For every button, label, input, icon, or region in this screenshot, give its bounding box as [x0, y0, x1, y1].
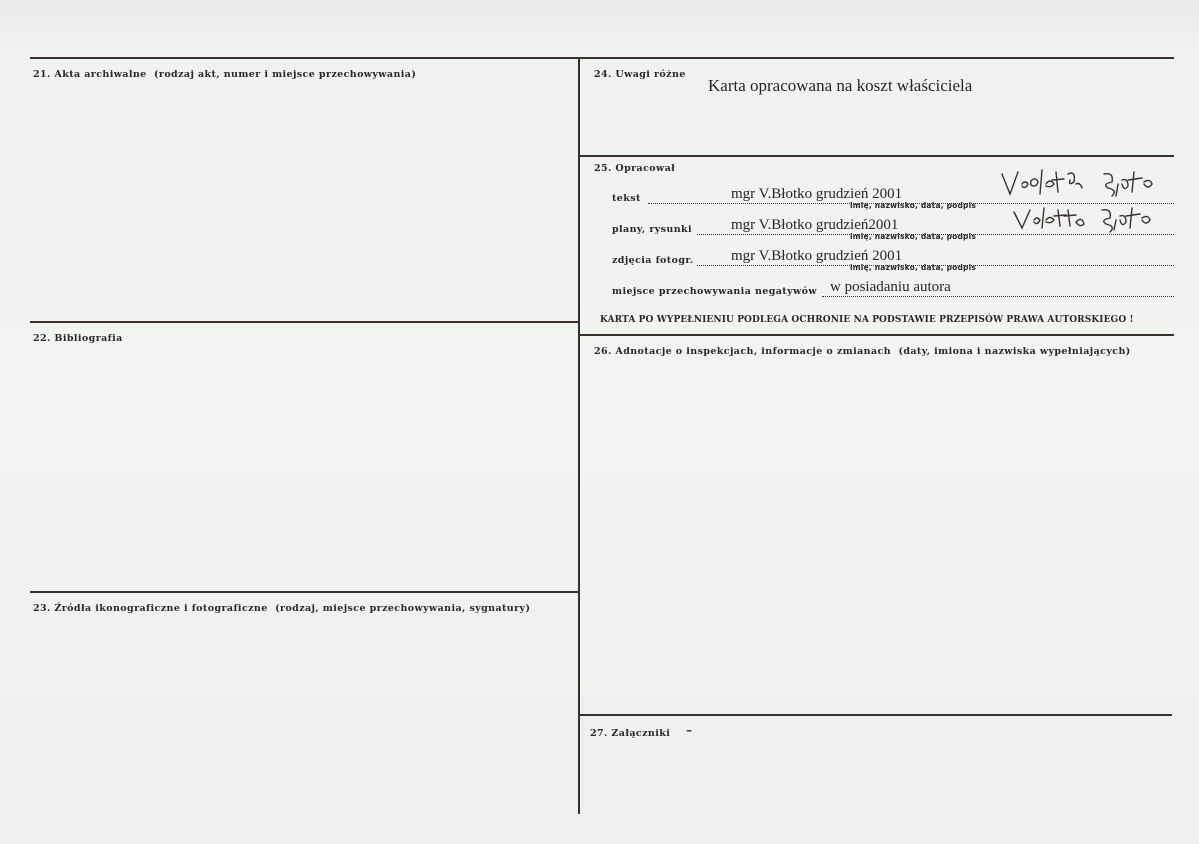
section-23-subtitle: (rodzaj, miejsce przechowywania, sygnatury)	[275, 603, 531, 614]
section-21-subtitle: (rodzaj akt, numer i miejsce przechowywania)	[154, 69, 417, 80]
section-21-label	[33, 69, 416, 80]
rule-21-22	[30, 321, 580, 323]
section-26-subtitle: (daty, imiona i nazwiska wypełniających)	[898, 346, 1131, 357]
center-divider	[578, 57, 580, 814]
row-plans-value: mgr V.Błotko grudzień2001	[731, 217, 899, 233]
row-plans-hint: imię, nazwisko, data, podpis	[850, 232, 977, 241]
section-27-value: -	[686, 719, 692, 739]
section-25-label: 25. Opracował	[594, 163, 676, 174]
rule-26-27	[580, 714, 1172, 716]
rule-25-26	[580, 334, 1174, 336]
copyright-warning: KARTA PO WYPEŁNIENIU PODLEGA OCHRONIE NA PODSTAWIE PRZEPISÓW PRAWA AUTORSKIEGO !	[600, 315, 1134, 325]
row-photos-hint: imię, nazwisko, data, podpis	[850, 263, 977, 272]
section-24-label: 24. Uwagi różne	[594, 69, 686, 80]
row-negatives-label: miejsce przechowywania negatywów	[612, 286, 817, 297]
top-rule-left	[30, 57, 580, 59]
signature-2	[1010, 204, 1170, 234]
section-26-title: 26. Adnotacje o inspekcjach, informacje o zmianach	[594, 346, 892, 357]
row-negatives-dots	[822, 296, 1174, 297]
section-24-value: Karta opracowana na koszt właściciela	[708, 76, 973, 95]
row-plans-label: plany, rysunki	[612, 224, 693, 235]
section-27-label: 27. Załączniki	[590, 728, 671, 739]
section-23-label	[33, 603, 530, 614]
top-rule-right	[580, 57, 1174, 59]
section-21-title: 21. Akta archiwalne	[33, 69, 147, 80]
section-22-label: 22. Bibliografia	[33, 333, 123, 344]
rule-24-25	[580, 155, 1174, 157]
section-26-label	[594, 346, 1131, 357]
signature-1	[996, 166, 1166, 202]
row-text-value: mgr V.Błotko grudzień 2001	[731, 186, 903, 202]
row-negatives-value: w posiadaniu autora	[830, 279, 951, 295]
rule-22-23	[30, 591, 580, 593]
row-photos-label: zdjęcia fotogr.	[612, 255, 694, 266]
row-text-label: tekst	[612, 193, 641, 204]
row-text-hint: imię, nazwisko, data, podpis	[850, 201, 977, 210]
section-23-title: 23. Źródła ikonograficzne i fotograficzne	[33, 603, 268, 614]
row-photos-value: mgr V.Błotko grudzień 2001	[731, 248, 903, 264]
